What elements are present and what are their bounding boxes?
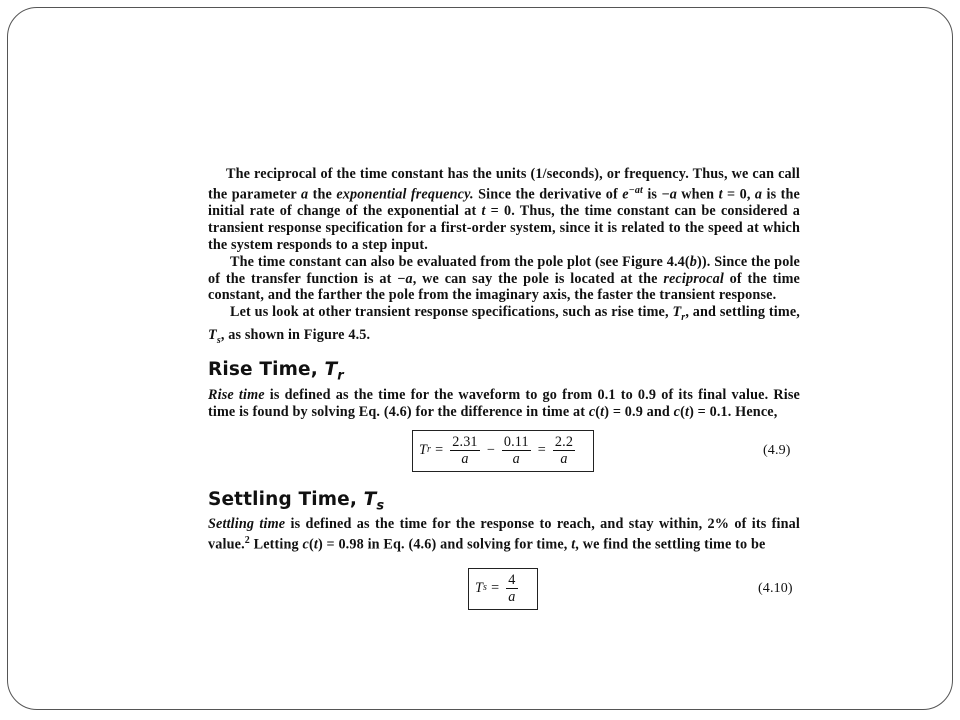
rise-time-heading: Rise Time, $T_r$	[208, 359, 344, 385]
rise-time-equation: T r = $\frac{2.31}{a}$ − $\frac{0.11}{a}$ = $\frac{2.2}{a}$	[412, 430, 594, 472]
textbook-page	[208, 166, 800, 610]
settling-time-definition: Settling time is defined as the time for the response to reach, and stay within, 2% of its final value.$^2$ Letting c(t) = 0.98 in Eq. (4.6) and solving for time, t, we find the settling time to be	[208, 516, 801, 553]
rise-time-definition: Rise time is defined as the time for the waveform to go from 0.1 to 0.9 of its final value. Rise time is found by solving Eq. (4.6) for the difference in time at c(t) = 0.9 and c(t) = 0.1. Hence,	[208, 387, 800, 420]
fraction: $\frac{2.31}{a}$	[452, 434, 478, 468]
fraction: $\frac{2.2}{a}$	[554, 434, 574, 468]
fraction: $\frac{0.11}{a}$	[503, 434, 529, 468]
fraction: $\frac{4}{a}$	[508, 572, 516, 606]
paragraph-exponential-frequency: The reciprocal of the time constant has the units (1/seconds), or frequency. Thus, we can call the parameter a the exponential frequency. Since the derivative of $e^{-at}$ is −a when t = 0, a is the initial rate of change of the exponential at t = 0. Thus, the time constant can be considered a transient response specification for a first-order system, since it is related to the speed at which the system responds to a step input.	[208, 166, 800, 253]
settling-time-equation: T s = $\frac{4}{a}$	[468, 568, 538, 610]
settling-time-equation-row	[208, 568, 800, 610]
equation-number: (4.9)	[763, 442, 791, 458]
rise-time-equation-row	[208, 430, 800, 472]
equation-number: (4.10)	[758, 580, 793, 596]
paragraph-other-specifications: Let us look at other transient response specifications, such as rise time, $T_r$, and settling time, $T_s$, as shown in Figure 4.5.	[208, 304, 800, 346]
paragraph-pole-plot: The time constant can also be evaluated from the pole plot (see Figure 4.4(b)). Since the pole of the transfer function is at −a, we can say the pole is located at the reciprocal of the time constant, and the farther the pole from the imaginary axis, the faster the transient response.	[208, 253, 800, 304]
settling-time-heading: Settling Time, $T_s$	[208, 488, 385, 514]
